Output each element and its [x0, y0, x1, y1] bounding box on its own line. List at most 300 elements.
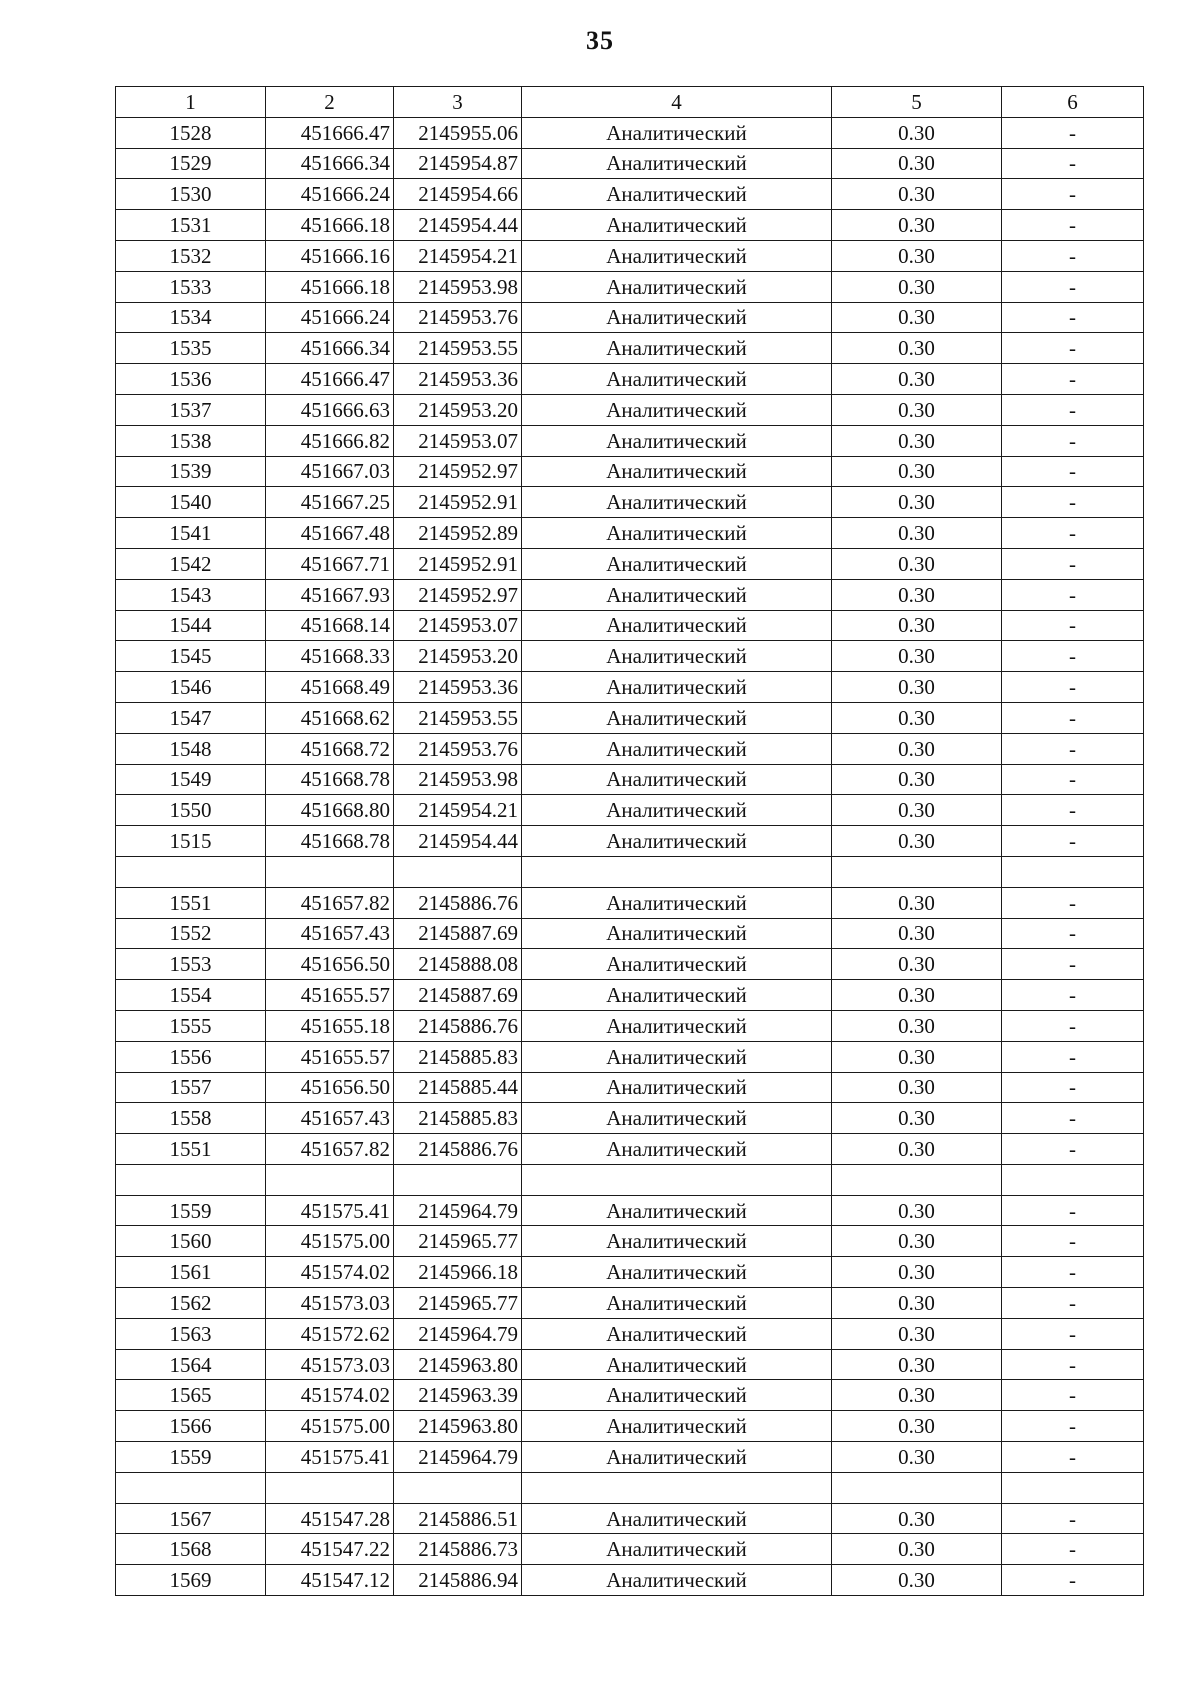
x-coordinate-cell: 451575.41 [266, 1442, 394, 1473]
point-number-cell: 1557 [116, 1072, 266, 1103]
y-coordinate-cell: 2145963.39 [394, 1380, 522, 1411]
note-cell: - [1002, 394, 1144, 425]
y-coordinate-cell: 2145953.76 [394, 302, 522, 333]
table-row [116, 1349, 1144, 1380]
y-coordinate-cell: 2145953.36 [394, 364, 522, 395]
point-number-cell: 1568 [116, 1534, 266, 1565]
point-number-cell: 1567 [116, 1503, 266, 1534]
point-number-cell: 1530 [116, 179, 266, 210]
y-coordinate-cell: 2145952.97 [394, 456, 522, 487]
note-cell: - [1002, 672, 1144, 703]
point-number-cell: 1556 [116, 1041, 266, 1072]
x-coordinate-cell: 451547.22 [266, 1534, 394, 1565]
note-cell: - [1002, 210, 1144, 241]
method-cell: Аналитический [522, 1103, 832, 1134]
accuracy-cell: 0.30 [832, 579, 1002, 610]
accuracy-cell: 0.30 [832, 1072, 1002, 1103]
x-coordinate-cell: 451574.02 [266, 1380, 394, 1411]
y-coordinate-cell: 2145954.87 [394, 148, 522, 179]
point-number-cell: 1542 [116, 548, 266, 579]
table-row [116, 333, 1144, 364]
y-coordinate-cell: 2145887.69 [394, 980, 522, 1011]
y-coordinate-cell: 2145952.91 [394, 487, 522, 518]
point-number-cell: 1532 [116, 240, 266, 271]
point-number-cell: 1561 [116, 1257, 266, 1288]
accuracy-cell: 0.30 [832, 394, 1002, 425]
y-coordinate-cell: 2145886.76 [394, 1134, 522, 1165]
method-cell: Аналитический [522, 1195, 832, 1226]
x-coordinate-cell: 451573.03 [266, 1349, 394, 1380]
table-row [116, 271, 1144, 302]
point-number-cell: 1554 [116, 980, 266, 1011]
table-row [116, 1288, 1144, 1319]
x-coordinate-cell: 451668.33 [266, 641, 394, 672]
y-coordinate-cell: 2145955.06 [394, 117, 522, 148]
x-coordinate-cell: 451656.50 [266, 1072, 394, 1103]
table-row [116, 1103, 1144, 1134]
method-cell: Аналитический [522, 1257, 832, 1288]
method-cell: Аналитический [522, 1010, 832, 1041]
table-row [116, 394, 1144, 425]
y-coordinate-cell: 2145953.20 [394, 641, 522, 672]
point-number-cell: 1534 [116, 302, 266, 333]
table-row [116, 302, 1144, 333]
header-cell-5: 5 [832, 87, 1002, 118]
y-coordinate-cell: 2145886.51 [394, 1503, 522, 1534]
note-cell: - [1002, 1318, 1144, 1349]
note-cell: - [1002, 1257, 1144, 1288]
accuracy-cell: 0.30 [832, 148, 1002, 179]
table-row [116, 1565, 1144, 1596]
x-coordinate-cell: 451656.50 [266, 949, 394, 980]
x-coordinate-cell: 451667.25 [266, 487, 394, 518]
point-number-cell: 1531 [116, 210, 266, 241]
x-coordinate-cell: 451666.63 [266, 394, 394, 425]
header-cell-6: 6 [1002, 87, 1144, 118]
accuracy-cell: 0.30 [832, 487, 1002, 518]
point-number-cell: 1528 [116, 117, 266, 148]
point-number-cell: 1546 [116, 672, 266, 703]
point-number-cell [116, 856, 266, 887]
point-number-cell: 1541 [116, 518, 266, 549]
note-cell: - [1002, 271, 1144, 302]
y-coordinate-cell: 2145953.98 [394, 271, 522, 302]
method-cell: Аналитический [522, 1503, 832, 1534]
note-cell: - [1002, 487, 1144, 518]
method-cell: Аналитический [522, 548, 832, 579]
method-cell: Аналитический [522, 702, 832, 733]
y-coordinate-cell: 2145964.79 [394, 1195, 522, 1226]
table-row [116, 1226, 1144, 1257]
accuracy-cell: 0.30 [832, 1288, 1002, 1319]
accuracy-cell: 0.30 [832, 1411, 1002, 1442]
y-coordinate-cell: 2145953.55 [394, 702, 522, 733]
table-row [116, 672, 1144, 703]
point-number-cell: 1529 [116, 148, 266, 179]
table-row [116, 579, 1144, 610]
table-row [116, 1503, 1144, 1534]
x-coordinate-cell: 451547.28 [266, 1503, 394, 1534]
y-coordinate-cell: 2145885.44 [394, 1072, 522, 1103]
accuracy-cell: 0.30 [832, 425, 1002, 456]
method-cell: Аналитический [522, 302, 832, 333]
method-cell: Аналитический [522, 1349, 832, 1380]
x-coordinate-cell: 451666.47 [266, 364, 394, 395]
x-coordinate-cell: 451667.03 [266, 456, 394, 487]
accuracy-cell [832, 1164, 1002, 1195]
coordinates-table [115, 86, 1144, 1596]
table-row [116, 456, 1144, 487]
accuracy-cell: 0.30 [832, 702, 1002, 733]
point-number-cell: 1555 [116, 1010, 266, 1041]
y-coordinate-cell: 2145885.83 [394, 1041, 522, 1072]
method-cell: Аналитический [522, 179, 832, 210]
y-coordinate-cell: 2145954.21 [394, 795, 522, 826]
method-cell: Аналитический [522, 518, 832, 549]
point-number-cell: 1548 [116, 733, 266, 764]
method-cell: Аналитический [522, 1318, 832, 1349]
y-coordinate-cell: 2145952.97 [394, 579, 522, 610]
note-cell: - [1002, 518, 1144, 549]
method-cell: Аналитический [522, 918, 832, 949]
y-coordinate-cell [394, 1472, 522, 1503]
note-cell: - [1002, 333, 1144, 364]
note-cell: - [1002, 548, 1144, 579]
note-cell [1002, 1164, 1144, 1195]
note-cell: - [1002, 1072, 1144, 1103]
x-coordinate-cell: 451657.82 [266, 887, 394, 918]
y-coordinate-cell: 2145965.77 [394, 1288, 522, 1319]
note-cell: - [1002, 1565, 1144, 1596]
y-coordinate-cell: 2145966.18 [394, 1257, 522, 1288]
accuracy-cell: 0.30 [832, 1103, 1002, 1134]
y-coordinate-cell: 2145953.07 [394, 425, 522, 456]
accuracy-cell: 0.30 [832, 1195, 1002, 1226]
method-cell: Аналитический [522, 456, 832, 487]
accuracy-cell: 0.30 [832, 672, 1002, 703]
table-row [116, 240, 1144, 271]
method-cell: Аналитический [522, 1534, 832, 1565]
method-cell: Аналитический [522, 1565, 832, 1596]
method-cell: Аналитический [522, 148, 832, 179]
accuracy-cell: 0.30 [832, 179, 1002, 210]
y-coordinate-cell: 2145964.79 [394, 1442, 522, 1473]
y-coordinate-cell: 2145953.55 [394, 333, 522, 364]
y-coordinate-cell: 2145953.76 [394, 733, 522, 764]
method-cell: Аналитический [522, 887, 832, 918]
table-row [116, 795, 1144, 826]
note-cell: - [1002, 425, 1144, 456]
note-cell [1002, 856, 1144, 887]
table-row [116, 949, 1144, 980]
table-separator-row [116, 1164, 1144, 1195]
note-cell: - [1002, 1226, 1144, 1257]
y-coordinate-cell: 2145954.44 [394, 210, 522, 241]
x-coordinate-cell: 451575.00 [266, 1411, 394, 1442]
accuracy-cell: 0.30 [832, 1442, 1002, 1473]
accuracy-cell: 0.30 [832, 1565, 1002, 1596]
x-coordinate-cell: 451655.57 [266, 980, 394, 1011]
method-cell [522, 1472, 832, 1503]
method-cell: Аналитический [522, 949, 832, 980]
point-number-cell: 1564 [116, 1349, 266, 1380]
note-cell: - [1002, 1195, 1144, 1226]
x-coordinate-cell: 451668.62 [266, 702, 394, 733]
table-row [116, 610, 1144, 641]
note-cell: - [1002, 1010, 1144, 1041]
note-cell: - [1002, 1503, 1144, 1534]
point-number-cell: 1563 [116, 1318, 266, 1349]
y-coordinate-cell: 2145964.79 [394, 1318, 522, 1349]
point-number-cell: 1551 [116, 1134, 266, 1165]
note-cell: - [1002, 733, 1144, 764]
accuracy-cell: 0.30 [832, 1134, 1002, 1165]
accuracy-cell: 0.30 [832, 764, 1002, 795]
x-coordinate-cell: 451668.14 [266, 610, 394, 641]
accuracy-cell: 0.30 [832, 918, 1002, 949]
y-coordinate-cell [394, 856, 522, 887]
y-coordinate-cell: 2145885.83 [394, 1103, 522, 1134]
point-number-cell [116, 1164, 266, 1195]
accuracy-cell: 0.30 [832, 1041, 1002, 1072]
y-coordinate-cell: 2145886.73 [394, 1534, 522, 1565]
point-number-cell: 1545 [116, 641, 266, 672]
accuracy-cell: 0.30 [832, 733, 1002, 764]
accuracy-cell: 0.30 [832, 333, 1002, 364]
note-cell: - [1002, 148, 1144, 179]
note-cell: - [1002, 240, 1144, 271]
point-number-cell: 1515 [116, 826, 266, 857]
table-row [116, 1010, 1144, 1041]
note-cell: - [1002, 610, 1144, 641]
point-number-cell: 1536 [116, 364, 266, 395]
point-number-cell: 1537 [116, 394, 266, 425]
point-number-cell: 1565 [116, 1380, 266, 1411]
accuracy-cell: 0.30 [832, 518, 1002, 549]
accuracy-cell: 0.30 [832, 1226, 1002, 1257]
note-cell: - [1002, 702, 1144, 733]
x-coordinate-cell: 451547.12 [266, 1565, 394, 1596]
point-number-cell: 1540 [116, 487, 266, 518]
method-cell: Аналитический [522, 364, 832, 395]
y-coordinate-cell: 2145953.07 [394, 610, 522, 641]
point-number-cell: 1560 [116, 1226, 266, 1257]
y-coordinate-cell [394, 1164, 522, 1195]
accuracy-cell: 0.30 [832, 610, 1002, 641]
accuracy-cell: 0.30 [832, 240, 1002, 271]
point-number-cell: 1552 [116, 918, 266, 949]
accuracy-cell: 0.30 [832, 548, 1002, 579]
method-cell: Аналитический [522, 425, 832, 456]
method-cell: Аналитический [522, 610, 832, 641]
method-cell: Аналитический [522, 1442, 832, 1473]
y-coordinate-cell: 2145953.36 [394, 672, 522, 703]
accuracy-cell: 0.30 [832, 1349, 1002, 1380]
method-cell [522, 1164, 832, 1195]
note-cell: - [1002, 117, 1144, 148]
table-row [116, 364, 1144, 395]
accuracy-cell: 0.30 [832, 117, 1002, 148]
method-cell: Аналитический [522, 1041, 832, 1072]
y-coordinate-cell: 2145954.66 [394, 179, 522, 210]
accuracy-cell: 0.30 [832, 795, 1002, 826]
point-number-cell: 1559 [116, 1195, 266, 1226]
y-coordinate-cell: 2145953.98 [394, 764, 522, 795]
table-row [116, 1442, 1144, 1473]
y-coordinate-cell: 2145952.91 [394, 548, 522, 579]
y-coordinate-cell: 2145886.76 [394, 887, 522, 918]
table-row [116, 1257, 1144, 1288]
accuracy-cell: 0.30 [832, 1503, 1002, 1534]
accuracy-cell: 0.30 [832, 271, 1002, 302]
x-coordinate-cell: 451666.18 [266, 210, 394, 241]
note-cell: - [1002, 579, 1144, 610]
method-cell: Аналитический [522, 672, 832, 703]
y-coordinate-cell: 2145954.21 [394, 240, 522, 271]
point-number-cell: 1562 [116, 1288, 266, 1319]
x-coordinate-cell: 451667.48 [266, 518, 394, 549]
x-coordinate-cell: 451575.41 [266, 1195, 394, 1226]
accuracy-cell: 0.30 [832, 302, 1002, 333]
point-number-cell: 1533 [116, 271, 266, 302]
table-row [116, 1318, 1144, 1349]
y-coordinate-cell: 2145954.44 [394, 826, 522, 857]
method-cell: Аналитический [522, 1288, 832, 1319]
method-cell: Аналитический [522, 733, 832, 764]
x-coordinate-cell: 451668.80 [266, 795, 394, 826]
point-number-cell: 1566 [116, 1411, 266, 1442]
point-number-cell: 1569 [116, 1565, 266, 1596]
method-cell: Аналитический [522, 1411, 832, 1442]
table-row [116, 117, 1144, 148]
method-cell: Аналитический [522, 1134, 832, 1165]
table-row [116, 887, 1144, 918]
table-row [116, 918, 1144, 949]
table-row [116, 1072, 1144, 1103]
point-number-cell: 1549 [116, 764, 266, 795]
note-cell: - [1002, 456, 1144, 487]
y-coordinate-cell: 2145886.94 [394, 1565, 522, 1596]
x-coordinate-cell: 451668.78 [266, 826, 394, 857]
table-row [116, 1041, 1144, 1072]
table-row [116, 702, 1144, 733]
table-body [116, 117, 1144, 1595]
method-cell: Аналитический [522, 1226, 832, 1257]
note-cell: - [1002, 764, 1144, 795]
table-row [116, 1411, 1144, 1442]
note-cell: - [1002, 641, 1144, 672]
point-number-cell: 1551 [116, 887, 266, 918]
method-cell: Аналитический [522, 641, 832, 672]
method-cell: Аналитический [522, 210, 832, 241]
note-cell: - [1002, 1349, 1144, 1380]
table-row [116, 980, 1144, 1011]
x-coordinate-cell: 451573.03 [266, 1288, 394, 1319]
table-row [116, 1534, 1144, 1565]
point-number-cell [116, 1472, 266, 1503]
method-cell: Аналитический [522, 394, 832, 425]
table-header [116, 87, 1144, 118]
y-coordinate-cell: 2145888.08 [394, 949, 522, 980]
table-separator-row [116, 856, 1144, 887]
page-number: 35 [586, 26, 614, 55]
table-row [116, 1195, 1144, 1226]
point-number-cell: 1543 [116, 579, 266, 610]
accuracy-cell: 0.30 [832, 980, 1002, 1011]
x-coordinate-cell: 451655.57 [266, 1041, 394, 1072]
y-coordinate-cell: 2145886.76 [394, 1010, 522, 1041]
note-cell: - [1002, 1442, 1144, 1473]
accuracy-cell: 0.30 [832, 1257, 1002, 1288]
accuracy-cell: 0.30 [832, 364, 1002, 395]
note-cell: - [1002, 364, 1144, 395]
table-row [116, 487, 1144, 518]
accuracy-cell: 0.30 [832, 887, 1002, 918]
method-cell: Аналитический [522, 333, 832, 364]
header-cell-4: 4 [522, 87, 832, 118]
note-cell: - [1002, 949, 1144, 980]
note-cell: - [1002, 1288, 1144, 1319]
accuracy-cell: 0.30 [832, 456, 1002, 487]
x-coordinate-cell: 451657.82 [266, 1134, 394, 1165]
method-cell: Аналитический [522, 271, 832, 302]
x-coordinate-cell: 451657.43 [266, 1103, 394, 1134]
x-coordinate-cell: 451666.47 [266, 117, 394, 148]
x-coordinate-cell: 451666.24 [266, 179, 394, 210]
method-cell: Аналитический [522, 579, 832, 610]
table-row [116, 179, 1144, 210]
accuracy-cell: 0.30 [832, 641, 1002, 672]
table-row [116, 148, 1144, 179]
x-coordinate-cell: 451655.18 [266, 1010, 394, 1041]
x-coordinate-cell [266, 1164, 394, 1195]
accuracy-cell: 0.30 [832, 1318, 1002, 1349]
point-number-cell: 1553 [116, 949, 266, 980]
x-coordinate-cell: 451657.43 [266, 918, 394, 949]
table-row [116, 733, 1144, 764]
y-coordinate-cell: 2145965.77 [394, 1226, 522, 1257]
accuracy-cell [832, 856, 1002, 887]
method-cell [522, 856, 832, 887]
x-coordinate-cell: 451575.00 [266, 1226, 394, 1257]
point-number-cell: 1558 [116, 1103, 266, 1134]
note-cell: - [1002, 1134, 1144, 1165]
note-cell [1002, 1472, 1144, 1503]
x-coordinate-cell: 451666.16 [266, 240, 394, 271]
x-coordinate-cell: 451666.34 [266, 333, 394, 364]
method-cell: Аналитический [522, 487, 832, 518]
accuracy-cell: 0.30 [832, 949, 1002, 980]
x-coordinate-cell: 451668.78 [266, 764, 394, 795]
header-cell-1: 1 [116, 87, 266, 118]
y-coordinate-cell: 2145963.80 [394, 1411, 522, 1442]
point-number-cell: 1539 [116, 456, 266, 487]
table-row [116, 210, 1144, 241]
y-coordinate-cell: 2145953.20 [394, 394, 522, 425]
method-cell: Аналитический [522, 980, 832, 1011]
x-coordinate-cell: 451666.34 [266, 148, 394, 179]
accuracy-cell: 0.30 [832, 210, 1002, 241]
accuracy-cell: 0.30 [832, 826, 1002, 857]
table-row [116, 1134, 1144, 1165]
note-cell: - [1002, 1103, 1144, 1134]
table-separator-row [116, 1472, 1144, 1503]
accuracy-cell: 0.30 [832, 1380, 1002, 1411]
method-cell: Аналитический [522, 826, 832, 857]
y-coordinate-cell: 2145887.69 [394, 918, 522, 949]
accuracy-cell: 0.30 [832, 1534, 1002, 1565]
note-cell: - [1002, 918, 1144, 949]
